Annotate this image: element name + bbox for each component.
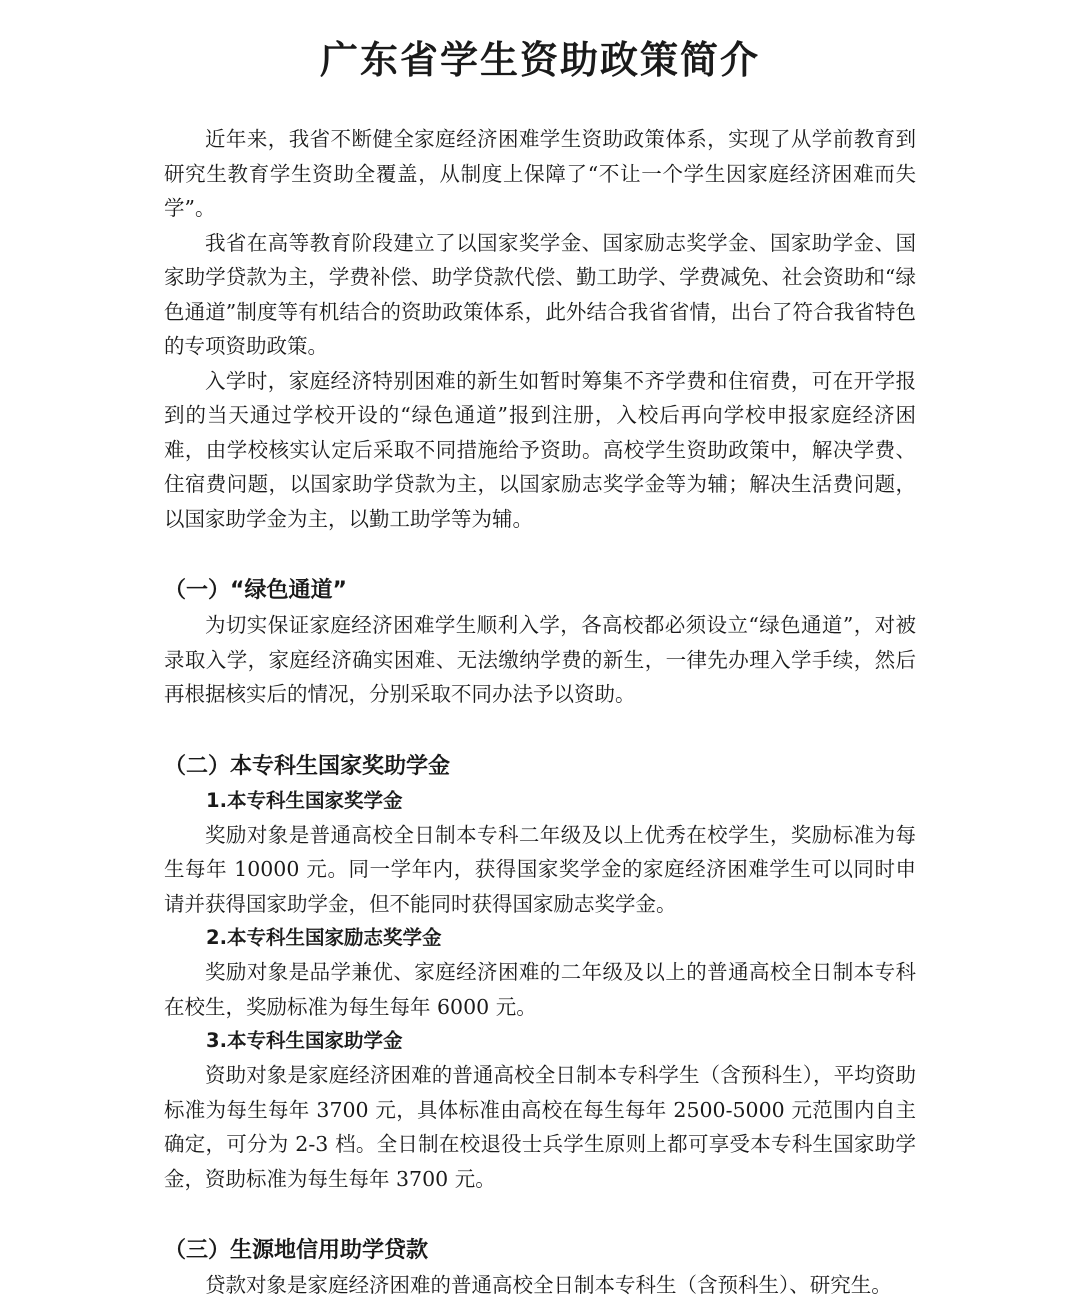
- section-heading-scholarships: （二）本专科生国家奖助学金: [164, 753, 451, 779]
- national-grant-paragraph: 资助对象是家庭经济困难的普通高校全日制本专科学生（含预科生），平均资助标准为每生每年 3700 元，具体标准由高校在每生每年 2500-5000 元范围内自主确定，可分为 2-3 档。全日制在校退役士兵学生原则上都可享受本专科生国家助学金，资助标准为每生每年 3700 元。: [164, 1063, 916, 1191]
- page-title: 广东省学生资助政策简介: [319, 38, 760, 82]
- intro-paragraph-1: 近年来，我省不断健全家庭经济困难学生资助政策体系，实现了从学前教育到研究生教育学生资助全覆盖，从制度上保障了“不让一个学生因家庭经济困难而失学”。: [164, 127, 916, 220]
- intro-paragraph-3: 入学时，家庭经济特别困难的新生如暂时筹集不齐学费和住宿费，可在开学报到的当天通过学校开设的“绿色通道”报到注册，入校后再向学校申报家庭经济困难，由学校核实认定后采取不同措施给予资助。高校学生资助政策中，解决学费、住宿费问题，以国家助学贷款为主，以国家励志奖学金等为辅；解决生活费问题，以国家助学金为主，以勤工助学等为辅。: [164, 368, 916, 531]
- student-loan-paragraph: 贷款对象是家庭经济困难的普通高校全日制本专科生（含预科生）、研究生。: [205, 1273, 892, 1297]
- section-heading-green-channel: （一）“绿色通道”: [164, 578, 347, 603]
- national-scholarship-paragraph: 奖励对象是普通高校全日制本专科二年级及以上优秀在校学生，奖励标准为每生每年 10000 元。同一学年内，获得国家奖学金的家庭经济困难学生可以同时申请并获得国家助学金，但不能同时获得国家励志奖学金。: [164, 822, 916, 916]
- document-body: [164, 122, 916, 1303]
- subheading-national-scholarship: 1.本专科生国家奖学金: [206, 788, 403, 812]
- green-channel-paragraph: 为切实保证家庭经济困难学生顺利入学，各高校都必须设立“绿色通道”，对被录取入学，家庭经济确实困难、无法缴纳学费的新生，一律先办理入学手续，然后再根据核实后的情况，分别采取不同办法予以资助。: [164, 613, 916, 706]
- intro-paragraph-2: 我省在高等教育阶段建立了以国家奖学金、国家励志奖学金、国家助学金、国家助学贷款为主，学费补偿、助学贷款代偿、勤工助学、学费减免、社会资助和“绿色通道”制度等有机结合的资助政策体系，此外结合我省省情，出台了符合我省特色的专项资助政策。: [164, 230, 916, 358]
- subheading-inspirational-scholarship: 2.本专科生国家励志奖学金: [206, 926, 442, 949]
- inspirational-scholarship-paragraph: 奖励对象是品学兼优、家庭经济困难的二年级及以上的普通高校全日制本专科在校生，奖励标准为每生每年 6000 元。: [164, 960, 916, 1019]
- section-heading-student-loan: （三）生源地信用助学贷款: [164, 1238, 429, 1263]
- subheading-national-grant: 3.本专科生国家助学金: [206, 1029, 403, 1052]
